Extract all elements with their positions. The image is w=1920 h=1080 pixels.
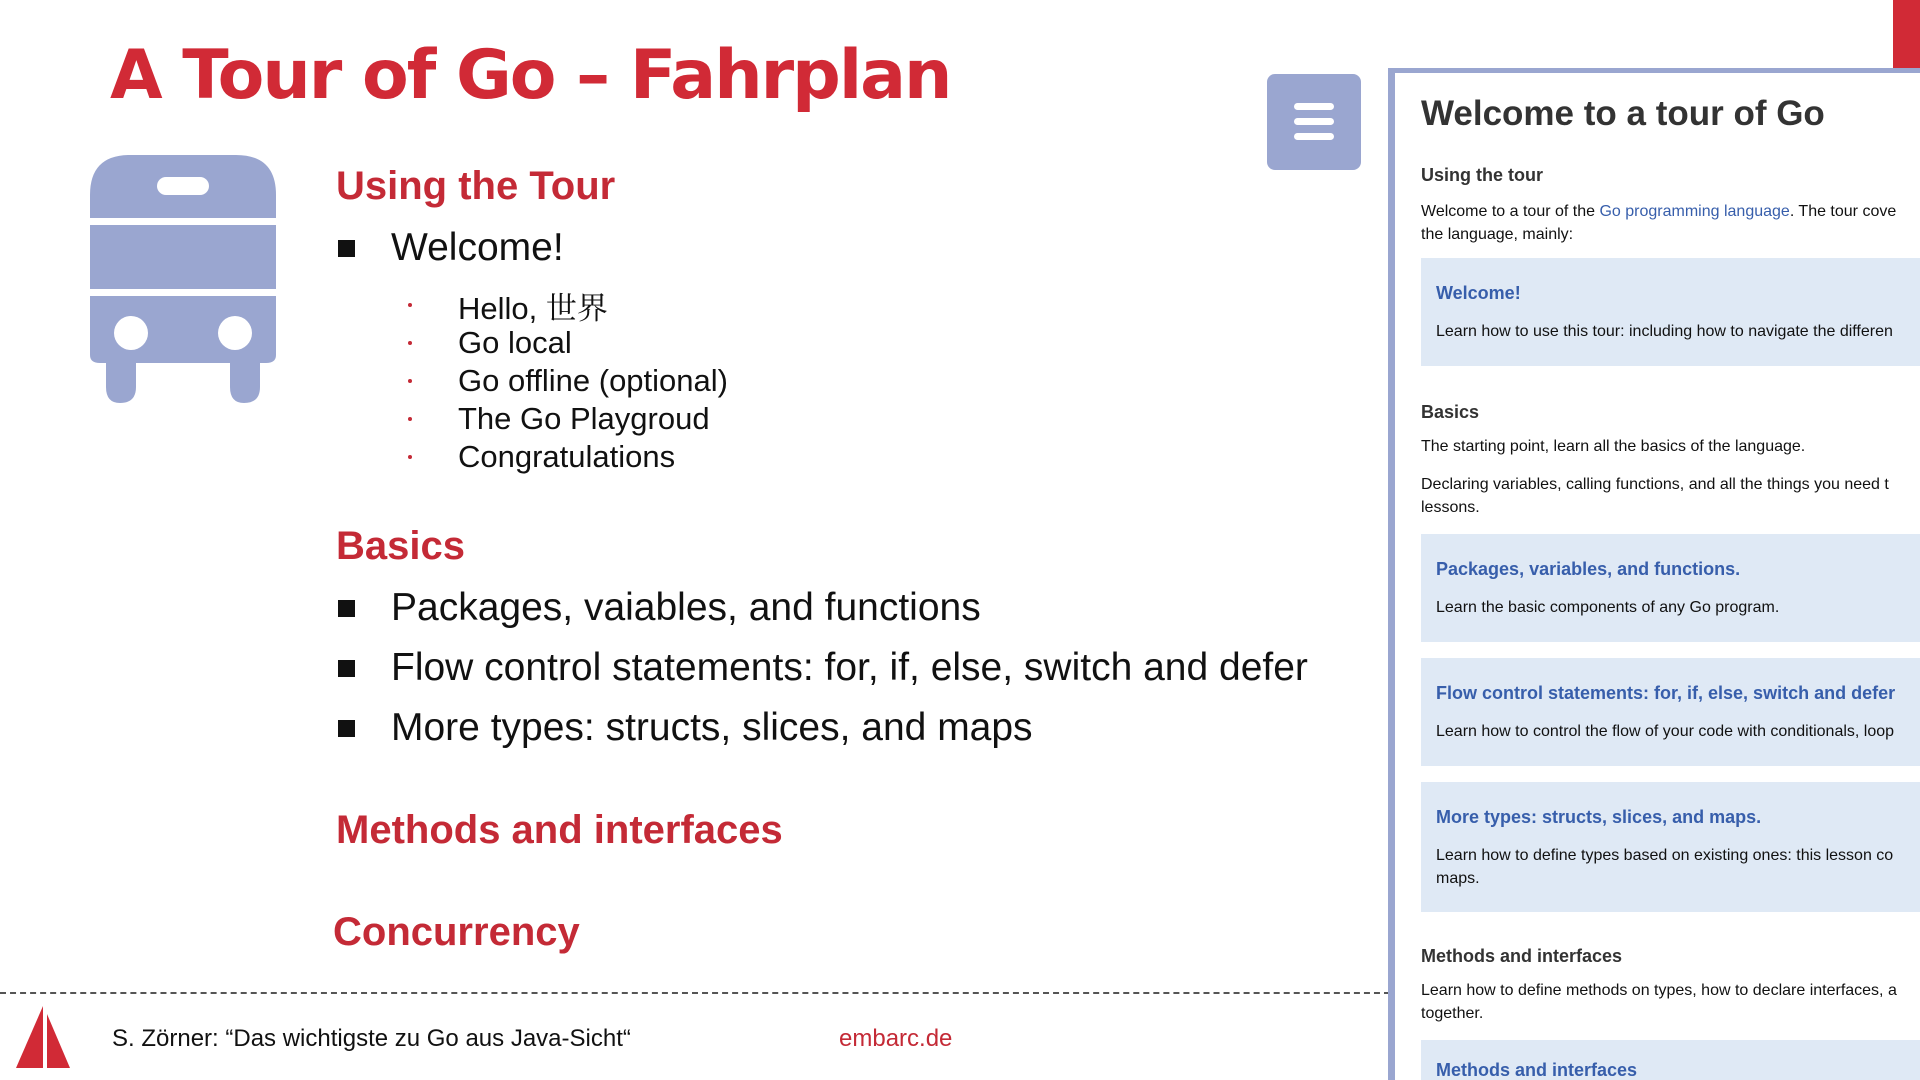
- bullet-item: [338, 706, 1033, 750]
- tour-heading-basics: Basics: [1421, 402, 1480, 422]
- dot-bullet-icon: [408, 341, 412, 345]
- square-bullet-icon: [338, 720, 355, 737]
- sub-bullet-text: Go offline (optional): [458, 363, 728, 398]
- tour-basics-p2: [1421, 473, 1920, 519]
- tour-heading-methods: Methods and interfaces: [1421, 946, 1623, 966]
- sub-bullet-item: [408, 325, 572, 361]
- sub-bullet-item: [408, 439, 675, 475]
- tour-page-title: Welcome to a tour of Go: [1421, 94, 1825, 133]
- footer-divider: [0, 992, 1390, 994]
- card-desc: Learn how to control the flow of your code with conditionals, loop: [1436, 723, 1895, 740]
- sub-bullet-item: [408, 401, 710, 437]
- dot-bullet-icon: [408, 455, 412, 459]
- footer-author: S. Zörner: “Das wichtigste zu Go aus Java-Sicht“: [112, 1025, 631, 1052]
- bullet-text: More types: structs, slices, and maps: [391, 706, 1033, 749]
- tour-intro-text: Welcome to a tour of the: [1421, 203, 1600, 220]
- card-title[interactable]: Flow control statements: for, if, else, switch and defer: [1436, 683, 1896, 703]
- section-heading-methods: Methods and interfaces: [336, 808, 783, 852]
- bullet-item: [338, 586, 981, 630]
- tour-basics-p2-line2: lessons.: [1421, 499, 1480, 516]
- tour-intro-line2: the language, mainly:: [1421, 226, 1574, 243]
- card-title[interactable]: Packages, variables, and functions.: [1436, 559, 1741, 579]
- square-bullet-icon: [338, 240, 355, 257]
- square-bullet-icon: [338, 600, 355, 617]
- tour-card-methods[interactable]: [1421, 1040, 1920, 1080]
- section-heading-using-the-tour: Using the Tour: [336, 164, 616, 208]
- tour-methods-line1: Learn how to define methods on types, how to declare interfaces, a: [1421, 982, 1897, 999]
- go-language-link[interactable]: Go programming language: [1599, 203, 1790, 220]
- tour-intro-paragraph: [1421, 200, 1920, 246]
- card-desc: Learn how to define types based on existing ones: this lesson co: [1436, 847, 1894, 864]
- card-title[interactable]: More types: structs, slices, and maps.: [1436, 807, 1762, 827]
- tour-heading-using: Using the tour: [1421, 165, 1543, 185]
- sub-bullet-item: [408, 287, 608, 326]
- tour-intro-text-after: . The tour cove: [1789, 203, 1897, 220]
- tour-methods-paragraph: [1421, 979, 1920, 1025]
- sub-bullet-text: Congratulations: [458, 439, 676, 474]
- tour-card-flow-control[interactable]: [1421, 658, 1920, 766]
- tour-basics-p2-line1: Declaring variables, calling functions, and all the things you need t: [1421, 476, 1889, 493]
- section-heading-concurrency: Concurrency: [333, 910, 580, 954]
- square-bullet-icon: [338, 660, 355, 677]
- card-desc: Learn the basic components of any Go program.: [1436, 599, 1780, 616]
- slide-content: [334, 0, 1374, 1000]
- bullet-text: Welcome!: [391, 226, 564, 269]
- bullet-item: [338, 646, 1308, 690]
- sub-bullet-text: The Go Playgroud: [458, 401, 710, 436]
- tour-basics-p1: The starting point, learn all the basics of the language.: [1421, 438, 1806, 455]
- dot-bullet-icon: [408, 379, 412, 383]
- bullet-text: Packages, vaiables, and functions: [391, 586, 981, 629]
- bullet-text: Flow control statements: for, if, else, switch and defer: [391, 646, 1308, 689]
- bus-icon: [90, 155, 276, 403]
- dot-bullet-icon: [408, 417, 412, 421]
- bullet-item: [338, 226, 564, 270]
- embarc-logo-icon: [16, 1006, 70, 1068]
- tour-methods-line2: together.: [1421, 1005, 1484, 1022]
- tour-card-welcome[interactable]: [1421, 258, 1920, 366]
- sub-bullet-text: Hello, 世界: [458, 290, 608, 326]
- dot-bullet-icon: [408, 303, 412, 307]
- footer-site-link[interactable]: embarc.de: [839, 1025, 953, 1052]
- tour-card-packages[interactable]: [1421, 534, 1920, 642]
- section-heading-basics: Basics: [336, 524, 465, 568]
- tour-card-more-types[interactable]: [1421, 782, 1920, 912]
- card-title[interactable]: Methods and interfaces: [1436, 1060, 1638, 1080]
- tour-browser-window: [1388, 68, 1920, 1080]
- sub-bullet-item: [408, 363, 728, 399]
- card-title[interactable]: Welcome!: [1436, 283, 1521, 303]
- corner-tab: [1893, 0, 1920, 68]
- card-desc: Learn how to use this tour: including how to navigate the differen: [1436, 323, 1893, 340]
- card-desc-line2: maps.: [1436, 870, 1480, 887]
- sub-bullet-text: Go local: [458, 325, 572, 360]
- slide-title: A Tour of Go – Fahrplan: [110, 36, 951, 115]
